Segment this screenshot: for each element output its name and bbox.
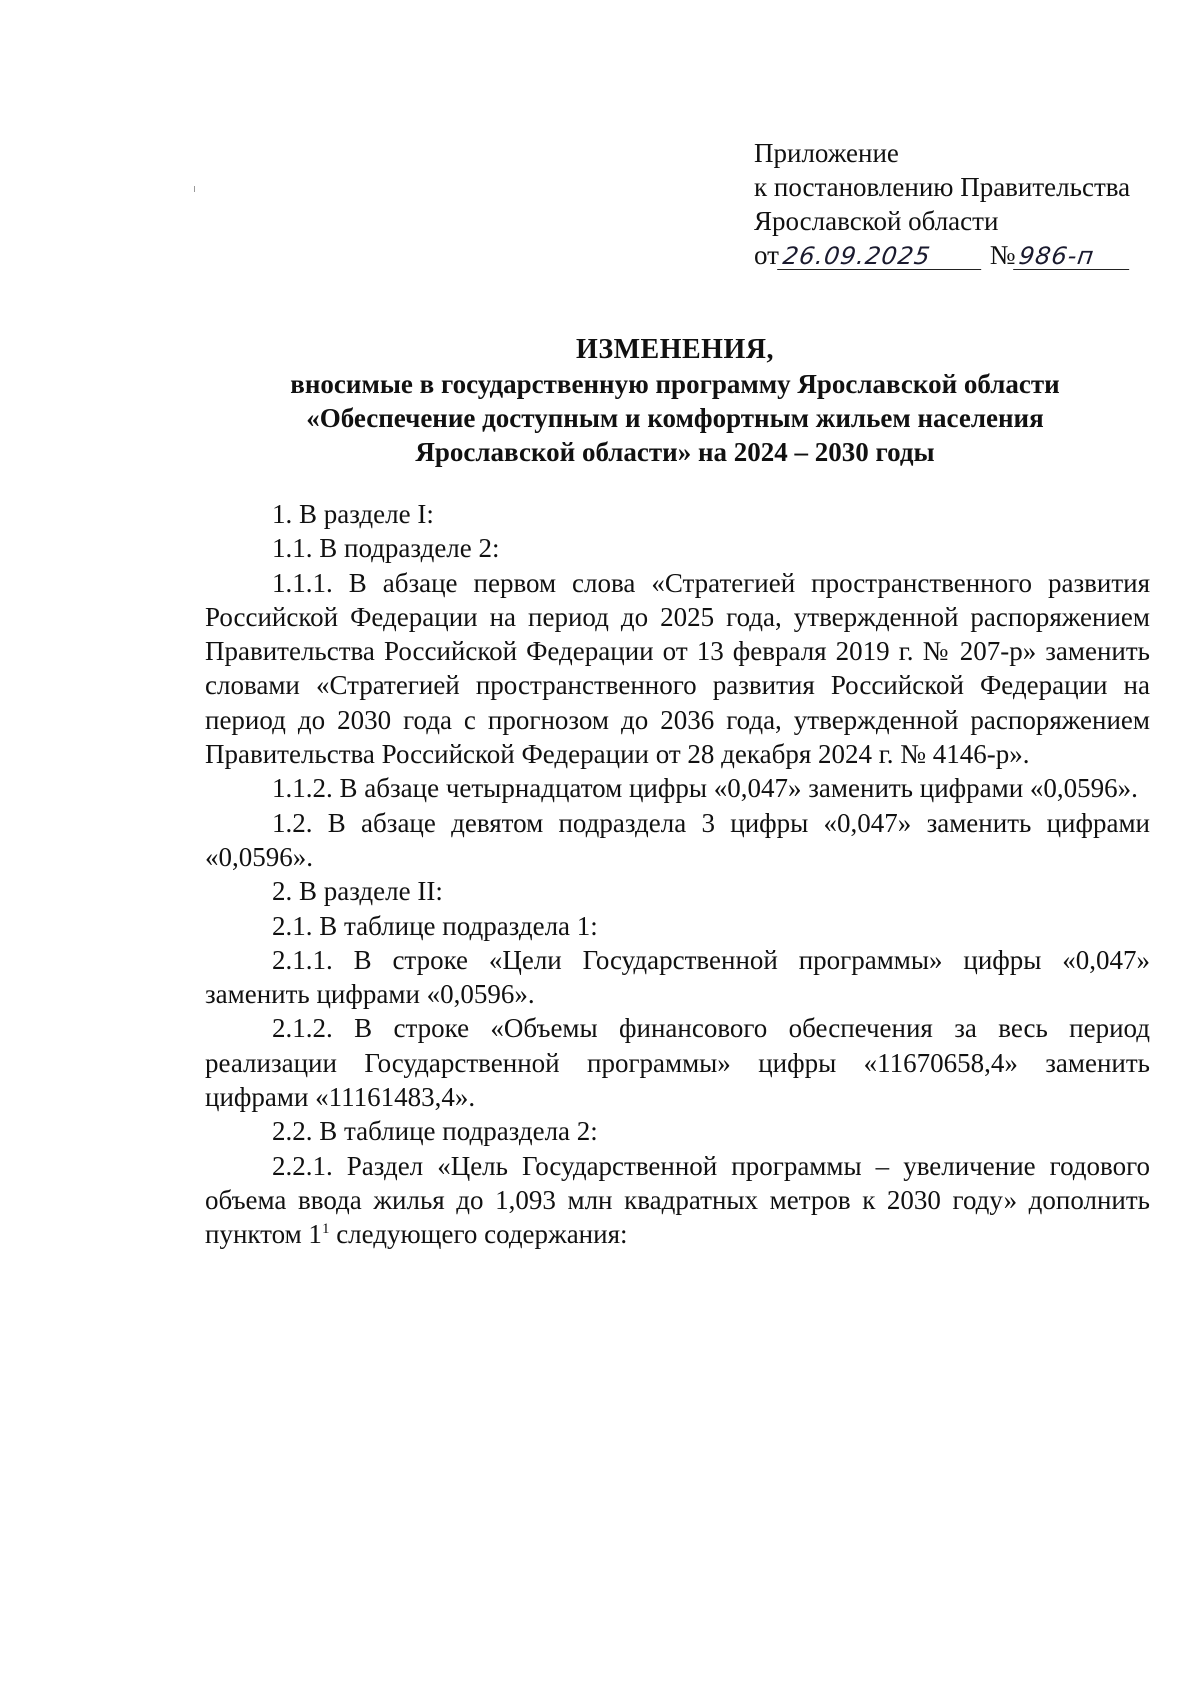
handwritten-number: 986-п <box>1014 243 1134 270</box>
appendix-date-number-line <box>754 238 1174 272</box>
paragraph-1-1: 1.1. В подразделе 2: <box>272 533 500 564</box>
scan-mark <box>194 186 195 192</box>
document-body <box>205 497 1150 1252</box>
paragraph-1-1-2: 1.1.2. В абзаце четырнадцатом цифры «0,047» заменить цифрами «0,0596». <box>272 773 1138 804</box>
title-line-4: Ярославской области» на 2024 – 2030 годы <box>415 437 935 467</box>
paragraph-2-2: 2.2. В таблице подраздела 2: <box>272 1116 598 1147</box>
paragraph-2-1: 2.1. В таблице подраздела 1: <box>272 910 598 941</box>
appendix-region-line: Ярославской области <box>754 206 999 236</box>
paragraph-2-1-2: 2.1.2. В строке «Объемы финансового обеспечения за весь период реализации Государственной программы» цифры «11670658,4» заменить цифрами «11161483,4». <box>205 1013 1150 1113</box>
appendix-resolution-line: к постановлению Правительства <box>754 172 1131 202</box>
paragraph-2-2-1 <box>205 1149 1150 1252</box>
superscript: 1 <box>321 1221 330 1238</box>
title-main: ИЗМЕНЕНИЯ, <box>576 334 774 365</box>
appendix-label: Приложение <box>754 138 899 168</box>
paragraph-1: 1. В разделе I: <box>272 499 434 529</box>
paragraph-2: 2. В разделе II: <box>272 876 443 907</box>
date-prefix: от <box>754 240 779 270</box>
appendix-header <box>754 136 1174 272</box>
handwritten-date: 26.09.2025 <box>777 243 985 270</box>
paragraph-2-1-1: 2.1.1. В строке «Цели Государственной программы» цифры «0,047» заменить цифрами «0,0596». <box>205 944 1150 1010</box>
paragraph-2-2-1-end: следующего содержания: <box>329 1219 628 1250</box>
paragraph-2-2-1-text: 2.2.1. Раздел «Цель Государственной программы – увеличение годового объема ввода жилья до 1,093 млн квадратных метров к 2030 году» дополнить пунктом 1 <box>205 1150 1150 1250</box>
title-line-3: «Обеспечение доступным и комфортным жильем населения <box>306 403 1044 433</box>
paragraph-1-1-1: 1.1.1. В абзаце первом слова «Стратегией пространственного развития Российской Федерации на период до 2025 года, утвержденной распоряжением Правительства Российской Федерации от 13 февраля 2019 г. № 207-р» заменить словами «Стратегией пространственного развития Российской Федерации на период до 2030 года с прогнозом до 2036 года, утвержденной распоряжением Правительства Российской Федерации от 28 декабря 2024 г. № 4146-р». <box>205 567 1150 770</box>
document-title <box>200 333 1150 469</box>
title-line-2: вносимые в государственную программу Ярославской области <box>290 369 1060 399</box>
number-prefix: № <box>989 240 1016 270</box>
paragraph-1-2: 1.2. В абзаце девятом подраздела 3 цифры «0,047» заменить цифрами «0,0596». <box>205 807 1150 872</box>
